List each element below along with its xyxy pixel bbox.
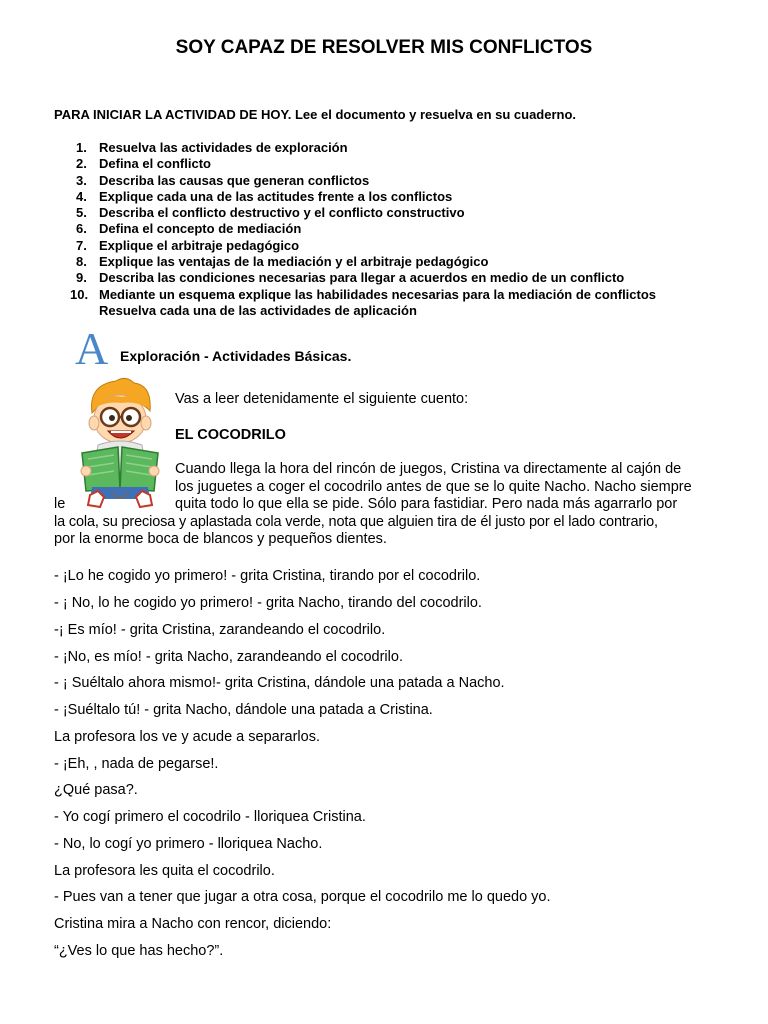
task-text: Describa el conflicto destructivo y el conflicto constructivo <box>99 205 465 221</box>
paragraph-line: Cuando llega la hora del rincón de juegos, Cristina va directamente al cajón de <box>175 461 682 477</box>
task-item <box>54 189 734 205</box>
task-item <box>54 140 734 156</box>
task-text: Describa las causas que generan conflictos <box>99 172 370 188</box>
task-number: 6. <box>76 221 87 237</box>
dialogue-line: - ¡Eh, , nada de pegarse!. <box>54 756 219 772</box>
task-text: Explique el arbitraje pedagógico <box>99 237 300 253</box>
dialogue-line: - ¡No, es mío! - grita Nacho, zarandeando el cocodrilo. <box>54 649 403 665</box>
instructions-intro: PARA INICIAR LA ACTIVIDAD DE HOY. Lee el documento y resuelva en su cuaderno. <box>54 107 577 122</box>
dialogue-line: La profesora les quita el cocodrilo. <box>54 863 275 879</box>
task-number: 2. <box>76 156 87 172</box>
dialogue-line: - Yo cogí primero el cocodrilo - lloriquea Cristina. <box>54 809 366 825</box>
task-number: 1. <box>76 140 87 155</box>
dialogue-line: - No, lo cogí yo primero - lloriquea Nacho. <box>54 836 323 852</box>
dialogue-line: - ¡ No, lo he cogido yo primero! - grita Nacho, tirando del cocodrilo. <box>54 595 482 611</box>
dialogue-line: - Pues van a tener que jugar a otra cosa, porque el cocodrilo me lo quedo yo. <box>54 889 551 905</box>
task-item <box>54 173 734 189</box>
task-number: 5. <box>76 205 87 221</box>
task-item <box>54 221 734 237</box>
story-intro: Vas a leer detenidamente el siguiente cuento: <box>175 391 469 407</box>
dialogue-line: “¿Ves lo que has hecho?”. <box>54 943 224 959</box>
section-letter: A <box>75 323 109 374</box>
paragraph-line <box>54 496 714 514</box>
dialogue-line: - ¡ Suéltalo ahora mismo!- grita Cristina, dándole una patada a Nacho. <box>54 675 505 691</box>
task-number: 7. <box>76 237 87 253</box>
task-continuation: Resuelva cada una de las actividades de aplicación <box>99 302 417 318</box>
page-title: SOY CAPAZ DE RESOLVER MIS CONFLICTOS <box>175 37 593 58</box>
task-number: 4. <box>76 188 87 204</box>
task-list <box>54 140 734 319</box>
dialogue-line: Cristina mira a Nacho con rencor, diciendo: <box>54 916 332 932</box>
dialogue-line: La profesora los ve y acude a separarlos. <box>54 729 320 745</box>
task-text: Explique las ventajas de la mediación y el arbitraje pedagógico <box>99 254 489 270</box>
task-number: 8. <box>76 254 87 270</box>
story-paragraph <box>54 461 714 549</box>
dialogue-line: -¡ Es mío! - grita Cristina, zarandeando el cocodrilo. <box>54 622 386 638</box>
task-text: Mediante un esquema explique las habilidades necesarias para la mediación de conflictos <box>99 286 657 302</box>
story-title: EL COCODRILO <box>175 427 286 443</box>
paragraph-line-text: quita todo lo que ella se pide. Sólo para fastidiar. Pero nada más agarrarlo por <box>175 496 678 513</box>
dialogue-line: - ¡Suéltalo tú! - grita Nacho, dándole una patada a Cristina. <box>54 702 433 718</box>
task-item <box>54 238 734 254</box>
task-text: Defina el concepto de mediación <box>99 221 302 237</box>
dialogue-line: ¿Qué pasa?. <box>54 782 138 798</box>
task-text: Resuelva las actividades de exploración <box>99 140 348 155</box>
task-text: Defina el conflicto <box>99 156 211 172</box>
task-item <box>54 254 734 270</box>
paragraph-line: la cola, su preciosa y aplastada cola verde, nota que alguien tira de él justo por el lado contrario, <box>54 513 658 530</box>
task-item <box>54 156 734 172</box>
dialogue-line: - ¡Lo he cogido yo primero! - grita Cristina, tirando por el cocodrilo. <box>54 568 481 584</box>
section-title: Exploración - Actividades Básicas. <box>120 348 352 364</box>
paragraph-stray-word: le <box>54 496 66 513</box>
paragraph-line: por la enorme boca de blancos y pequeños dientes. <box>54 531 387 548</box>
task-number: 3. <box>76 172 87 188</box>
task-item <box>54 270 734 286</box>
task-text: Explique cada una de las actitudes frente a los conflictos <box>99 188 453 204</box>
task-number: 10. <box>70 286 89 302</box>
task-text: Describa las condiciones necesarias para llegar a acuerdos en medio de un conflicto <box>99 270 625 286</box>
paragraph-line: los juguetes a coger el cocodrilo antes de que se lo quite Nacho. Nacho siempre <box>175 478 692 495</box>
task-item <box>54 287 734 303</box>
task-item <box>54 205 734 221</box>
task-number: 9. <box>76 270 87 286</box>
